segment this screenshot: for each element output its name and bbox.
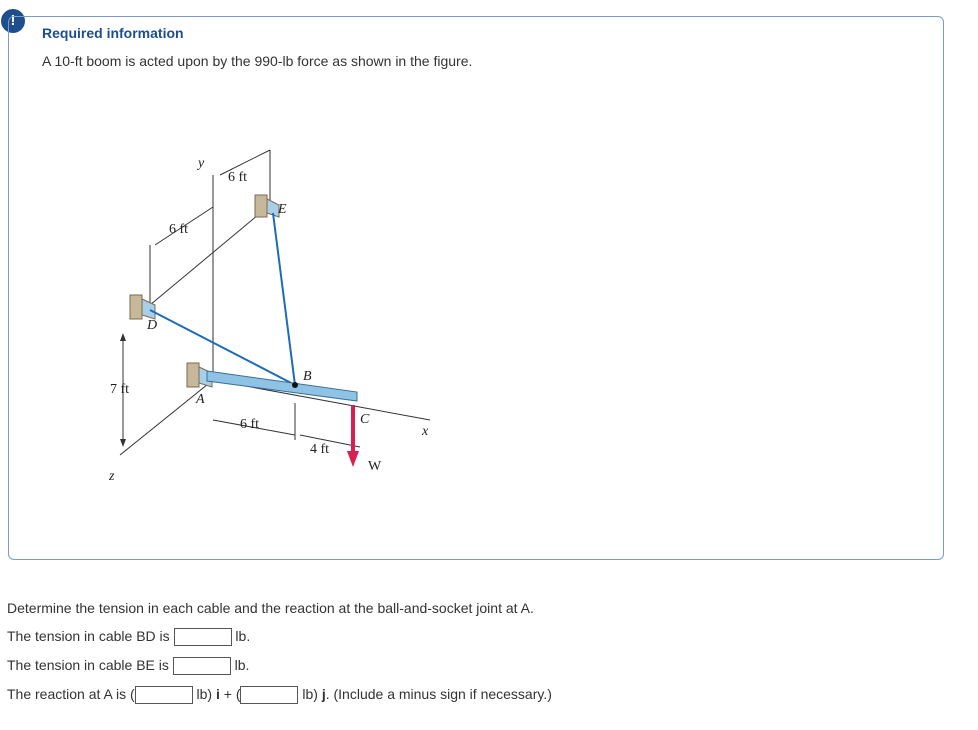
label-y: y <box>198 156 205 171</box>
label-D: D <box>147 318 158 333</box>
cable-BE <box>273 213 295 385</box>
info-title: Required information <box>42 25 184 41</box>
bd-tension-input[interactable] <box>174 628 232 646</box>
be-label: The tension in cable BE is <box>7 657 169 673</box>
be-unit: lb. <box>234 657 250 673</box>
wall-bracket-E <box>255 195 267 217</box>
wall-bracket-D <box>130 295 142 319</box>
label-A: A <box>196 392 205 407</box>
reaction-row <box>7 686 552 704</box>
i-unit-vector: i <box>215 686 220 702</box>
label-4ft: 4 ft <box>310 442 330 457</box>
be-tension-input[interactable] <box>173 657 231 675</box>
label-W: W <box>368 459 382 474</box>
wall-bracket-A <box>187 363 199 387</box>
info-text: A 10-ft boom is acted upon by the 990-lb force as shown in the figure. <box>42 53 473 69</box>
label-x: x <box>422 424 429 439</box>
be-row <box>7 657 249 675</box>
force-arrow <box>347 405 359 467</box>
plus-sign: + ( <box>223 686 241 702</box>
bd-row <box>7 628 250 646</box>
label-6ft-left: 6 ft <box>169 222 189 237</box>
bd-unit: lb. <box>235 628 251 644</box>
question-prompt: Determine the tension in each cable and the reaction at the ball-and-socket joint at A. <box>7 600 534 616</box>
minus-sign-note: . (Include a minus sign if necessary.) <box>325 686 552 702</box>
ax-unit: lb) <box>196 686 213 702</box>
label-6ft-top: 6 ft <box>228 170 248 185</box>
bd-label: The tension in cable BD is <box>7 628 170 644</box>
label-7ft: 7 ft <box>110 382 130 397</box>
ax-reaction-input[interactable] <box>135 686 193 704</box>
boom-figure <box>95 135 445 495</box>
j-unit-vector: j <box>321 686 326 702</box>
ay-unit: lb) <box>302 686 318 702</box>
label-z: z <box>109 469 115 484</box>
boom <box>207 371 357 401</box>
alert-icon: ! <box>1 9 25 33</box>
label-C: C <box>360 412 370 427</box>
label-6ft-bottom: 6 ft <box>240 417 260 432</box>
label-B: B <box>303 369 312 384</box>
reaction-label: The reaction at A is ( <box>7 686 135 702</box>
ay-reaction-input[interactable] <box>240 686 298 704</box>
label-E: E <box>278 202 287 217</box>
